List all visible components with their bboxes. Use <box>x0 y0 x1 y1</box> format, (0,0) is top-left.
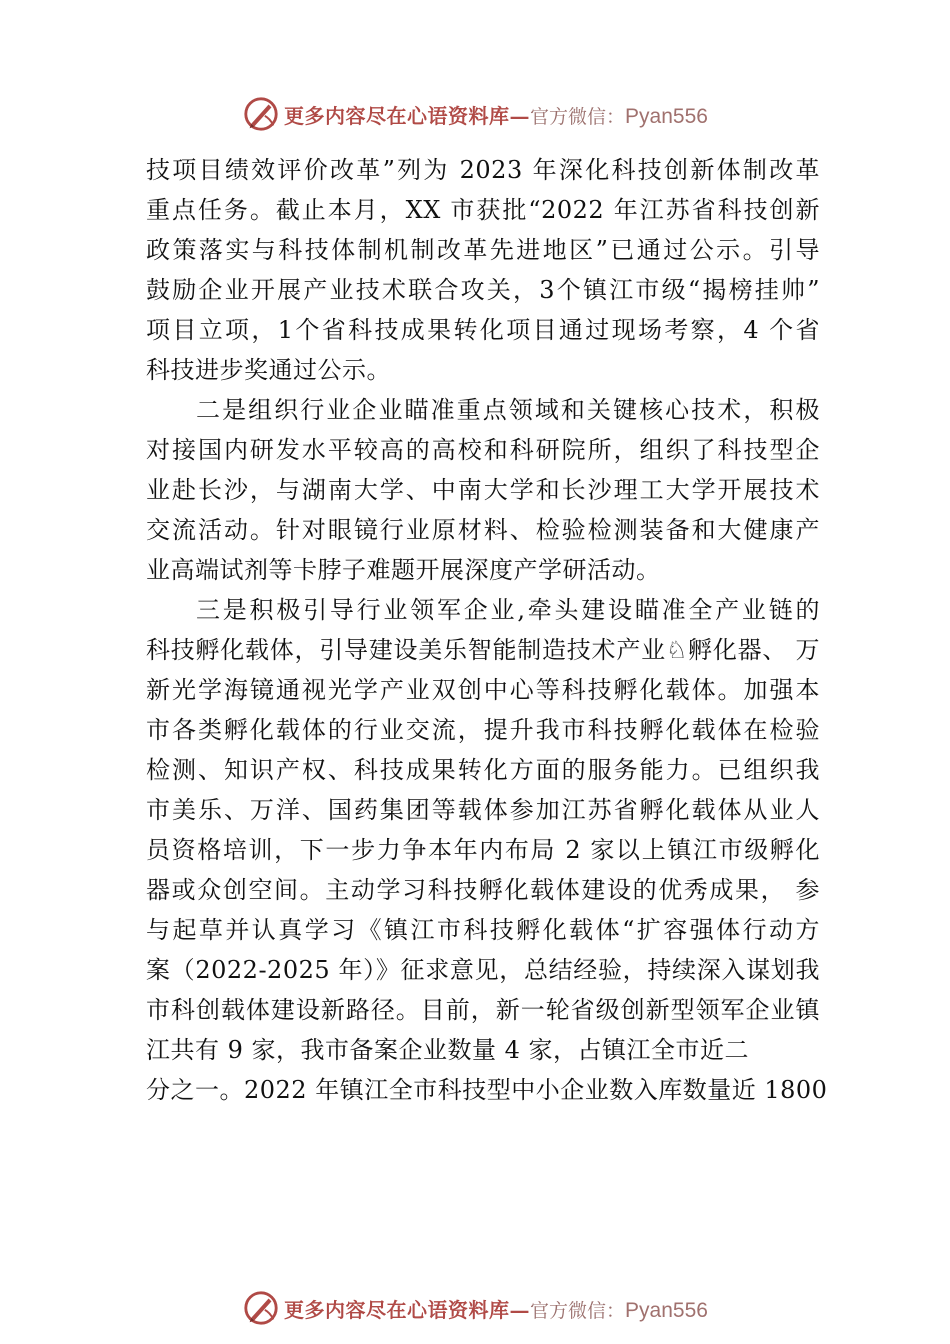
text-line-22: 市科创载体建设新路径。目前，新一轮省级创新型领军企业镇 <box>146 996 820 1024</box>
text-line-20: 与起草并认真学习《镇江市科技孵化载体“扩容强体行动方 <box>146 916 820 944</box>
text-line-9: 业赴长沙，与湖南大学、中南大学和长沙理工大学开展技术 <box>146 476 820 504</box>
text-line-5: 项目立项，1个省科技成果转化项目通过现场考察，4 个省 <box>146 316 820 344</box>
document-body <box>146 150 828 1110</box>
footer-wechat-id: Pyan556 <box>625 1298 708 1322</box>
footer-banner <box>0 1288 950 1328</box>
text-line-13: 科技孵化载体，引导建设美乐智能制造技术产业♘孵化器、 万 <box>146 636 820 664</box>
text-line-1: 技项目绩效评价改革”列为 2023 年深化科技创新体制改革 <box>146 156 820 184</box>
text-line-12: 三是积极引导行业领军企业,牵头建设瞄准全产业链的 <box>196 596 820 624</box>
text-line-10: 交流活动。针对眼镜行业原材料、检验检测装备和大健康产 <box>146 516 820 544</box>
text-line-6: 科技进步奖通过公示。 <box>146 356 391 384</box>
header-banner-text <box>284 100 708 129</box>
header-banner-inner <box>242 95 708 133</box>
text-line-2: 重点任务。截止本月，XX 市获批“2022 年江苏省科技创新 <box>146 196 820 224</box>
text-line-15: 市各类孵化载体的行业交流，提升我市科技孵化载体在检验 <box>146 716 820 744</box>
text-line-21: 案（2022-2025 年）》征求意见，总结经验，持续深入谋划我 <box>146 956 820 984</box>
text-line-24: 分之一。2022 年镇江全市科技型中小企业数入库数量近 1800 <box>146 1076 828 1104</box>
text-line-19: 器或众创空间。主动学习科技孵化载体建设的优秀成果， 参 <box>146 876 820 904</box>
footer-banner-title: 更多内容尽在心语资料库— <box>284 1297 531 1322</box>
text-line-7: 二是组织行业企业瞄准重点领域和关键核心技术，积极 <box>196 396 820 424</box>
text-line-3: 政策落实与科技体制机制改革先进地区”已通过公示。引导 <box>146 236 820 264</box>
header-wechat-id: Pyan556 <box>625 104 708 128</box>
text-line-8: 对接国内研发水平较高的高校和科研院所，组织了科技型企 <box>146 436 820 464</box>
text-line-14: 新光学海镜通视光学产业双创中心等科技孵化载体。加强本 <box>146 676 820 704</box>
text-line-11: 业高端试剂等卡脖子难题开展深度产学研活动。 <box>146 556 661 584</box>
text-line-18: 员资格培训，下一步力争本年内布局 2 家以上镇江市级孵化 <box>146 836 820 864</box>
pen-logo-icon <box>242 95 280 133</box>
pen-logo-icon <box>242 1289 280 1327</box>
footer-banner-inner <box>242 1289 708 1327</box>
footer-wechat-label: 官方微信： <box>530 1299 626 1322</box>
header-banner-title: 更多内容尽在心语资料库— <box>284 103 531 128</box>
text-line-16: 检测、知识产权、科技成果转化方面的服务能力。已组织我 <box>146 756 820 784</box>
footer-banner-text <box>284 1294 708 1323</box>
text-line-4: 鼓励企业开展产业技术联合攻关，3个镇江市级“揭榜挂帅” <box>146 276 820 304</box>
header-banner <box>0 94 950 134</box>
text-line-17: 市美乐、万洋、国药集团等载体参加江苏省孵化载体从业人 <box>146 796 820 824</box>
text-line-23: 江共有 9 家，我市备案企业数量 4 家，占镇江全市近二 <box>146 1036 750 1064</box>
header-wechat-label: 官方微信： <box>530 105 626 128</box>
